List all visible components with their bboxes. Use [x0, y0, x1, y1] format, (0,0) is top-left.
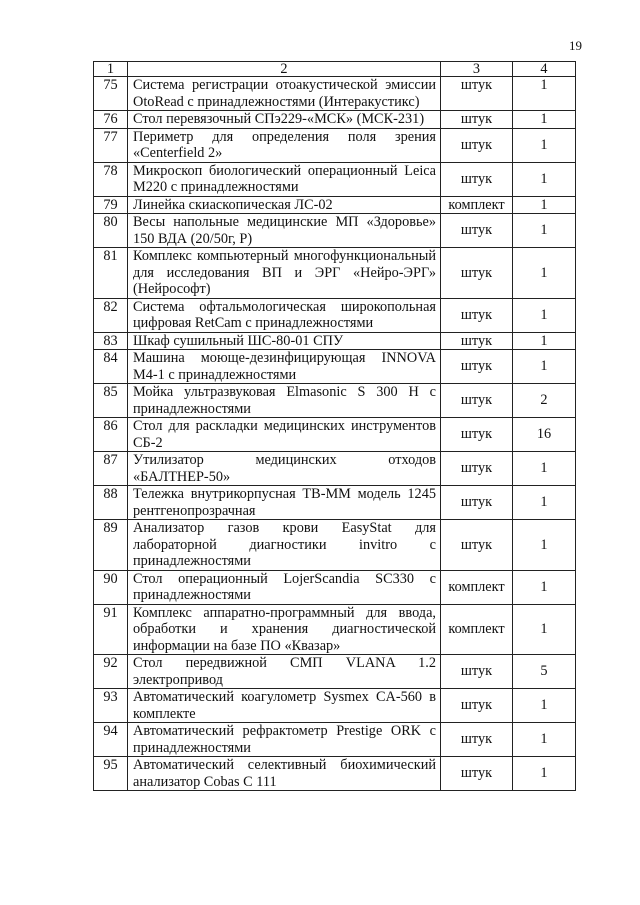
quantity: 1	[513, 350, 576, 384]
equipment-name: Микроскоп биологический операционный Leica M220 с принадлежностями	[128, 162, 441, 196]
table-row	[94, 128, 576, 162]
equipment-table	[93, 61, 576, 791]
quantity: 5	[513, 655, 576, 689]
equipment-name: Анализатор газов крови EasyStat для лабораторной диагностики invitro с принадлежностями	[128, 520, 441, 571]
table-row	[94, 520, 576, 571]
table-row	[94, 689, 576, 723]
quantity: 1	[513, 214, 576, 248]
quantity: 1	[513, 757, 576, 791]
unit-of-measure: штук	[441, 128, 513, 162]
table-row	[94, 111, 576, 129]
row-number: 84	[94, 350, 128, 384]
row-number: 95	[94, 757, 128, 791]
unit-of-measure: штук	[441, 452, 513, 486]
table-row	[94, 196, 576, 214]
row-number: 87	[94, 452, 128, 486]
row-number: 94	[94, 723, 128, 757]
header-col-4: 4	[513, 62, 576, 77]
quantity: 1	[513, 332, 576, 350]
unit-of-measure: комплект	[441, 604, 513, 655]
unit-of-measure: комплект	[441, 196, 513, 214]
unit-of-measure: штук	[441, 655, 513, 689]
unit-of-measure: штук	[441, 384, 513, 418]
row-number: 79	[94, 196, 128, 214]
quantity: 2	[513, 384, 576, 418]
unit-of-measure: штук	[441, 350, 513, 384]
quantity: 1	[513, 128, 576, 162]
unit-of-measure: штук	[441, 757, 513, 791]
table-row	[94, 570, 576, 604]
table-row	[94, 604, 576, 655]
equipment-name: Машина моюще-дезинфицирующая INNOVA M4-1 с принадлежностями	[128, 350, 441, 384]
quantity: 1	[513, 248, 576, 299]
equipment-name: Тележка внутрикорпусная ТВ-ММ модель 1245 рентгенопрозрачная	[128, 486, 441, 520]
table-row	[94, 723, 576, 757]
equipment-name: Стол перевязочный СПэ229-«МСК» (МСК-231)	[128, 111, 441, 129]
quantity: 1	[513, 196, 576, 214]
equipment-name: Автоматический коагулометр Sysmex CA-560 в комплекте	[128, 689, 441, 723]
row-number: 90	[94, 570, 128, 604]
row-number: 81	[94, 248, 128, 299]
equipment-name: Система регистрации отоакустической эмиссии OtoRead с принадлежностями (Интеракустикс)	[128, 77, 441, 111]
table-header-row	[94, 62, 576, 77]
quantity: 1	[513, 570, 576, 604]
equipment-name: Стол для раскладки медицинских инструментов СБ-2	[128, 418, 441, 452]
row-number: 75	[94, 77, 128, 111]
row-number: 77	[94, 128, 128, 162]
quantity: 1	[513, 111, 576, 129]
unit-of-measure: штук	[441, 520, 513, 571]
row-number: 92	[94, 655, 128, 689]
row-number: 78	[94, 162, 128, 196]
equipment-name: Комплекс аппаратно-программный для ввода, обработки и хранения диагностической информации на базе ПО «Квазар»	[128, 604, 441, 655]
unit-of-measure: штук	[441, 723, 513, 757]
table-row	[94, 452, 576, 486]
header-col-3: 3	[441, 62, 513, 77]
unit-of-measure: штук	[441, 332, 513, 350]
quantity: 1	[513, 162, 576, 196]
quantity: 16	[513, 418, 576, 452]
unit-of-measure: штук	[441, 111, 513, 129]
equipment-name: Автоматический рефрактометр Prestige ORK с принадлежностями	[128, 723, 441, 757]
unit-of-measure: штук	[441, 214, 513, 248]
row-number: 82	[94, 298, 128, 332]
row-number: 88	[94, 486, 128, 520]
unit-of-measure: штук	[441, 486, 513, 520]
quantity: 1	[513, 689, 576, 723]
header-col-2: 2	[128, 62, 441, 77]
row-number: 83	[94, 332, 128, 350]
quantity: 1	[513, 452, 576, 486]
quantity: 1	[513, 520, 576, 571]
equipment-name: Шкаф сушильный ШС-80-01 СПУ	[128, 332, 441, 350]
equipment-name: Периметр для определения поля зрения «Centerfield 2»	[128, 128, 441, 162]
table-row	[94, 162, 576, 196]
unit-of-measure: штук	[441, 418, 513, 452]
row-number: 86	[94, 418, 128, 452]
row-number: 76	[94, 111, 128, 129]
equipment-name: Комплекс компьютерный многофункциональный для исследования ВП и ЭРГ «Нейро-ЭРГ» (Нейрософт)	[128, 248, 441, 299]
table-row	[94, 384, 576, 418]
row-number: 93	[94, 689, 128, 723]
table-row	[94, 298, 576, 332]
equipment-name: Автоматический селективный биохимический анализатор Cobas C 111	[128, 757, 441, 791]
unit-of-measure: штук	[441, 162, 513, 196]
header-col-1: 1	[94, 62, 128, 77]
table-row	[94, 214, 576, 248]
equipment-name: Стол передвижной СМП VLANA 1.2 электропривод	[128, 655, 441, 689]
quantity: 1	[513, 723, 576, 757]
row-number: 89	[94, 520, 128, 571]
equipment-name: Линейка скиаскопическая ЛС-02	[128, 196, 441, 214]
table-row	[94, 486, 576, 520]
equipment-name: Мойка ультразвуковая Elmasonic S 300 H с принадлежностями	[128, 384, 441, 418]
table-row	[94, 248, 576, 299]
unit-of-measure: штук	[441, 298, 513, 332]
quantity: 1	[513, 298, 576, 332]
row-number: 85	[94, 384, 128, 418]
table-row	[94, 350, 576, 384]
table-row	[94, 418, 576, 452]
table-row	[94, 332, 576, 350]
page-number: 19	[569, 38, 582, 53]
unit-of-measure: штук	[441, 248, 513, 299]
row-number: 91	[94, 604, 128, 655]
unit-of-measure: штук	[441, 689, 513, 723]
row-number: 80	[94, 214, 128, 248]
equipment-name: Система офтальмологическая широкопольная цифровая RetCam с принадлежностями	[128, 298, 441, 332]
quantity: 1	[513, 486, 576, 520]
equipment-name: Утилизатор медицинских отходов «БАЛТНЕР-50»	[128, 452, 441, 486]
quantity: 1	[513, 604, 576, 655]
unit-of-measure: комплект	[441, 570, 513, 604]
table-row	[94, 77, 576, 111]
equipment-name: Весы напольные медицинские МП «Здоровье» 150 ВДА (20/50г, Р)	[128, 214, 441, 248]
unit-of-measure: штук	[441, 77, 513, 111]
table-row	[94, 655, 576, 689]
quantity: 1	[513, 77, 576, 111]
equipment-name: Стол операционный LojerScandia SC330 с принадлежностями	[128, 570, 441, 604]
table-row	[94, 757, 576, 791]
